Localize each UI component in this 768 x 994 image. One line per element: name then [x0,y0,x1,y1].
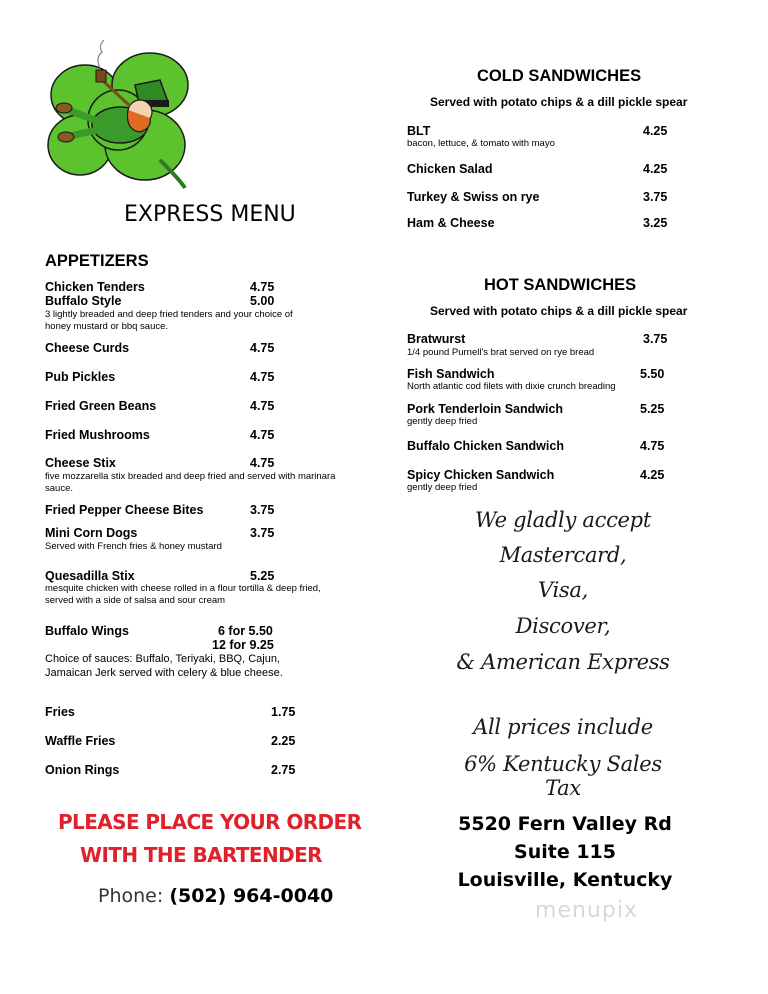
menu-item-price: 4.75 [640,439,665,453]
menu-item-desc: 3 lightly breaded and deep fried tenders and your choice of honey mustard or bbq sauce. [45,309,293,332]
menu-item-price: 4.25 [643,124,668,138]
menu-item-price: 12 for 9.25 [212,638,274,652]
menu-item-name: Cheese Curds [45,341,130,355]
menu-item-price: 3.75 [250,526,275,540]
leprechaun-clover-illustration [40,40,200,190]
payment-line: We gladly accept [475,508,651,532]
menu-item-name: Mini Corn Dogs [45,526,138,540]
payment-line: Visa, [538,578,588,602]
menu-item-desc: mesquite chicken with cheese rolled in a flour tortilla & deep fried, served with a side of salsa and sour cream [45,583,321,606]
menupix-watermark: menupix [535,898,638,923]
tax-note-line: 6% Kentucky Sales Tax [464,752,662,800]
menu-item-name: Spicy Chicken Sandwich [407,468,555,482]
menu-item-price: 6 for 5.50 [218,624,273,638]
menu-item-name: Ham & Cheese [407,216,495,230]
menu-item-price: 4.25 [640,468,665,482]
menu-item-name: Turkey & Swiss on rye [407,190,540,204]
menu-item-price: 3.75 [643,332,668,346]
menu-item-price: 5.25 [640,402,665,416]
menu-item-name: Onion Rings [45,763,120,777]
menu-item-price: 3.75 [250,503,275,517]
menu-item-name: Buffalo Style [45,294,122,308]
menu-item-name: BLT [407,124,431,138]
menu-item-name: Pub Pickles [45,370,116,384]
menu-item-name: Pork Tenderloin Sandwich [407,402,564,416]
menu-item-name: Fries [45,705,75,719]
menu-item-price: 2.75 [271,763,296,777]
hot-sandwiches-heading: HOT SANDWICHES [484,276,637,294]
tax-note-line: All prices include [473,715,653,739]
menu-item-name: Fried Green Beans [45,399,157,413]
menu-item-name: Waffle Fries [45,734,116,748]
menu-item-name: Chicken Salad [407,162,493,176]
menu-item-price: 4.75 [250,456,275,470]
address-city: Louisville, Kentucky [457,869,673,891]
menu-item-price: 5.50 [640,367,665,381]
payment-line: Mastercard, [499,543,627,567]
menu-item-name: Fish Sandwich [407,367,495,381]
menu-item-name: Bratwurst [407,332,466,346]
menu-item-desc: Choice of sauces: Buffalo, Teriyaki, BBQ, Cajun, Jamaican Jerk served with celery & blue cheese. [45,653,283,679]
payment-line: & American Express [456,650,670,674]
menu-item-price: 5.25 [250,569,275,583]
menu-item-price: 4.75 [250,280,275,294]
menu-item-price: 4.25 [643,162,668,176]
menu-item-price: 3.75 [643,190,668,204]
menu-item-name: Fried Mushrooms [45,428,150,442]
menu-item-name: Chicken Tenders [45,280,145,294]
menu-item-desc: Served with French fries & honey mustard [45,541,222,552]
phone-number: (502) 964-0040 [169,885,334,907]
address-street: 5520 Fern Valley Rd [458,813,672,835]
menu-item-price: 3.25 [643,216,668,230]
menu-item-price: 4.75 [250,399,275,413]
order-instruction-line1: PLEASE PLACE YOUR ORDER [58,810,362,834]
address-suite: Suite 115 [514,841,616,863]
menu-item-price: 4.75 [250,370,275,384]
menu-item-price: 2.25 [271,734,296,748]
menu-item-name: Buffalo Wings [45,624,129,638]
menu-item-name: Cheese Stix [45,456,116,470]
cold-sandwiches-subtitle: Served with potato chips & a dill pickle spear [430,95,688,109]
menu-title: EXPRESS MENU [124,202,296,227]
menu-item-desc: 1/4 pound Purnell's brat served on rye bread [407,347,595,358]
phone-row [98,885,333,907]
menu-item-desc: gently deep fried [407,416,478,427]
cold-sandwiches-heading: COLD SANDWICHES [477,67,642,85]
phone-label: Phone: [98,885,164,907]
order-instruction-line2: WITH THE BARTENDER [80,843,322,867]
menu-item-price: 5.00 [250,294,275,308]
menu-item-price: 4.75 [250,428,275,442]
menu-item-desc: five mozzarella stix breaded and deep fried and served with marinara sauce. [45,471,336,494]
menu-item-name: Quesadilla Stix [45,569,135,583]
payment-line: Discover, [515,614,611,638]
menu-item-desc: gently deep fried [407,482,478,493]
menu-item-name: Fried Pepper Cheese Bites [45,503,204,517]
menu-item-desc: North atlantic cod filets with dixie crunch breading [407,381,616,392]
menu-item-price: 4.75 [250,341,275,355]
menu-item-name: Buffalo Chicken Sandwich [407,439,564,453]
hot-sandwiches-subtitle: Served with potato chips & a dill pickle spear [430,304,688,318]
menu-item-desc: bacon, lettuce, & tomato with mayo [407,138,555,149]
appetizers-heading: APPETIZERS [45,252,149,270]
menu-item-price: 1.75 [271,705,296,719]
